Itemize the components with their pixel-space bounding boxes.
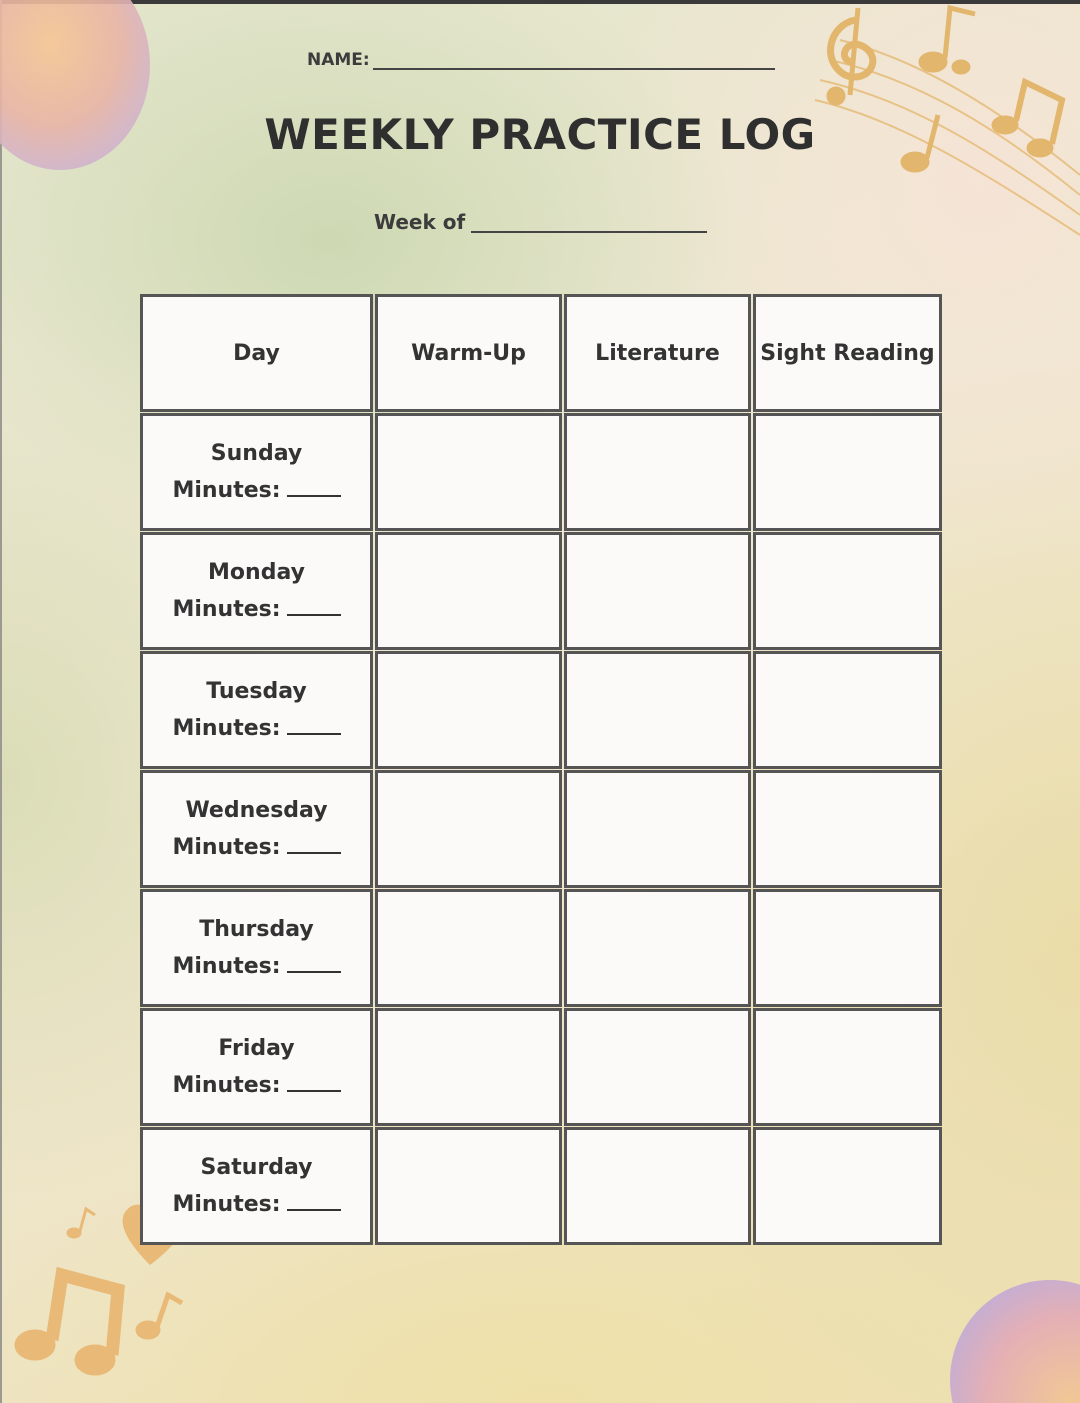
- minutes-input-line[interactable]: [287, 832, 341, 854]
- gradient-blob-bottom-right: [930, 1270, 1080, 1403]
- warm-up-cell[interactable]: [375, 889, 562, 1007]
- minutes-input-line[interactable]: [287, 951, 341, 973]
- minutes-label: Minutes:: [172, 597, 281, 622]
- warm-up-cell[interactable]: [375, 532, 562, 650]
- warm-up-cell[interactable]: [375, 1127, 562, 1245]
- minutes-input-line[interactable]: [287, 713, 341, 735]
- table-row-day-cell: [140, 1008, 373, 1126]
- minutes-input-line[interactable]: [287, 594, 341, 616]
- minutes-label: Minutes:: [172, 478, 281, 503]
- page-left-border: [0, 0, 2, 1403]
- minutes-label: Minutes:: [172, 1192, 281, 1217]
- day-label: Friday: [218, 1036, 295, 1061]
- table-row-day-cell: [140, 889, 373, 1007]
- literature-cell[interactable]: [564, 413, 751, 531]
- minutes-label: Minutes:: [172, 835, 281, 860]
- warm-up-cell[interactable]: [375, 770, 562, 888]
- day-label: Tuesday: [206, 679, 307, 704]
- table-row-day-cell: [140, 651, 373, 769]
- column-header-literature: Literature: [564, 294, 751, 412]
- sight-reading-cell[interactable]: [753, 1008, 942, 1126]
- name-input-line[interactable]: [373, 68, 775, 70]
- literature-cell[interactable]: [564, 1008, 751, 1126]
- literature-cell[interactable]: [564, 532, 751, 650]
- day-label: Sunday: [210, 441, 303, 466]
- sight-reading-cell[interactable]: [753, 889, 942, 1007]
- sight-reading-cell[interactable]: [753, 651, 942, 769]
- day-label: Saturday: [200, 1155, 313, 1180]
- minutes-label: Minutes:: [172, 954, 281, 979]
- table-row-day-cell: [140, 770, 373, 888]
- minutes-label: Minutes:: [172, 716, 281, 741]
- week-of-label: Week of: [374, 210, 466, 234]
- sight-reading-cell[interactable]: [753, 1127, 942, 1245]
- gradient-blob-top-left: [0, 0, 160, 190]
- sight-reading-cell[interactable]: [753, 532, 942, 650]
- sight-reading-cell[interactable]: [753, 413, 942, 531]
- day-label: Monday: [208, 560, 305, 585]
- minutes-label: Minutes:: [172, 1073, 281, 1098]
- column-header-warm-up: Warm-Up: [375, 294, 562, 412]
- week-of-input-line[interactable]: [471, 231, 707, 233]
- table-row-day-cell: [140, 532, 373, 650]
- warm-up-cell[interactable]: [375, 413, 562, 531]
- day-label: Wednesday: [185, 798, 328, 823]
- literature-cell[interactable]: [564, 1127, 751, 1245]
- warm-up-cell[interactable]: [375, 1008, 562, 1126]
- minutes-input-line[interactable]: [287, 475, 341, 497]
- sight-reading-cell[interactable]: [753, 770, 942, 888]
- minutes-input-line[interactable]: [287, 1189, 341, 1211]
- table-row-day-cell: [140, 413, 373, 531]
- day-label: Thursday: [199, 917, 314, 942]
- table-row-day-cell: [140, 1127, 373, 1245]
- name-label: NAME:: [307, 50, 370, 70]
- page-title: WEEKLY PRACTICE LOG: [264, 110, 816, 159]
- literature-cell[interactable]: [564, 651, 751, 769]
- column-header-sight-reading: Sight Reading: [753, 294, 942, 412]
- literature-cell[interactable]: [564, 889, 751, 1007]
- literature-cell[interactable]: [564, 770, 751, 888]
- column-header-day: Day: [140, 294, 373, 412]
- warm-up-cell[interactable]: [375, 651, 562, 769]
- minutes-input-line[interactable]: [287, 1070, 341, 1092]
